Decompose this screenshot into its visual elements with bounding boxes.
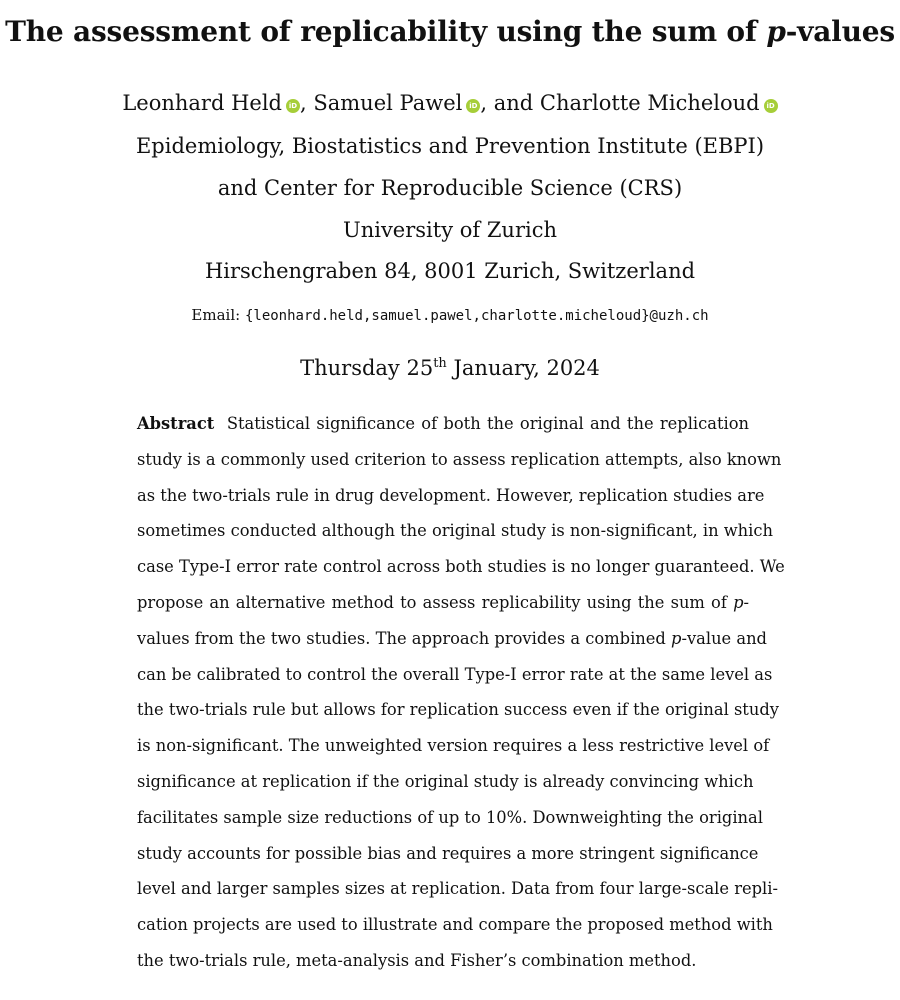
affiliation-line: and Center for Reproducible Science (CRS) [217,176,683,200]
affiliation-line: University of Zurich [343,218,557,242]
abstract [137,406,785,979]
abstract-line [137,406,749,442]
author-name: Charlotte Micheloud [539,91,760,115]
email-address[interactable]: {leonhard.held,samuel.pawel,charlotte.micheloud}@uzh.ch [244,308,709,324]
abstract-text: propose an alternative method to assess replicability using the sum of [137,592,734,612]
abstract-p-symbol: p [671,628,682,648]
date-ordinal: th [433,356,447,371]
affiliation-line: Hirschengraben 84, 8001 Zurich, Switzerland [204,259,696,283]
paper-date [0,348,900,384]
abstract-p-symbol: p- [733,592,749,612]
orcid-icon[interactable]: iD [466,99,480,113]
date-rest: January, 2024 [446,356,600,380]
author-separator: , [300,91,314,115]
abstract-line: can be calibrated to control the overall Type-I error rate at the same level as [137,664,773,684]
title-post: -values [785,15,895,48]
abstract-line: as the two-trials rule in drug development. However, replication studies are [137,485,765,505]
abstract-line: sometimes conducted although the original study is non-significant, in which [137,521,773,541]
abstract-text: values from the two studies. The approach provides a combined [137,628,672,648]
date-day: Thursday 25 [300,356,434,380]
abstract-text: Statistical significance of both the original and the replication [226,414,749,433]
abstract-line: case Type-I error rate control across both studies is no longer guaranteed. We [137,557,785,577]
title-p: p [766,15,786,48]
abstract-line: study accounts for possible bias and requires a more stringent significance [137,843,759,863]
abstract-line: facilitates sample size reductions of up to 10%. Downweighting the original [137,807,763,827]
abstract-line [137,585,749,621]
email-label: Email: [191,306,241,324]
orcid-icon[interactable]: iD [286,99,300,113]
abstract-line: the two-trials rule but allows for replication success even if the original study [137,700,779,720]
abstract-line: the two-trials rule, meta-analysis and Fisher’s combination method. [137,950,697,970]
title-pre: The assessment of replicability using the sum of [5,15,767,48]
abstract-line: study is a commonly used criterion to assess replication attempts, also known [137,449,782,469]
email-line [0,302,900,329]
author-list [0,88,900,118]
author-name: Leonhard Held [122,91,282,115]
author-name: Samuel Pawel [313,91,463,115]
paper-title [0,12,900,52]
abstract-line: cation projects are used to illustrate and compare the proposed method with [137,915,773,935]
abstract-line: level and larger samples sizes at replication. Data from four large-scale repli- [137,879,778,899]
abstract-line: significance at replication if the original study is already convincing which [137,771,754,791]
author-separator: , and [480,91,540,115]
orcid-icon[interactable]: iD [764,99,778,113]
abstract-label: Abstract [137,414,215,433]
abstract-line [137,621,767,657]
abstract-text: -value and [681,628,767,648]
abstract-line: is non-significant. The unweighted version requires a less restrictive level of [137,736,770,756]
affiliation-line: Epidemiology, Biostatistics and Prevention Institute (EBPI) [135,134,765,158]
